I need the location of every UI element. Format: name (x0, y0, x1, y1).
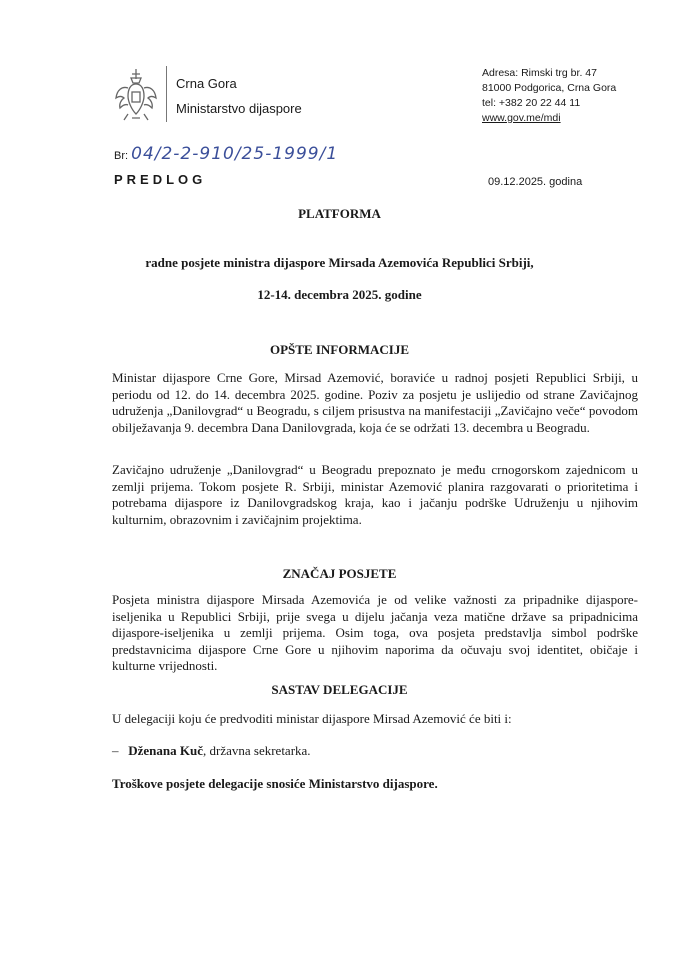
general-paragraph-2: Zavičajno udruženje „Danilovgrad“ u Beogradu prepoznato je među crnogorskom zajednicom u zemlji prijema. Tokom posjete R. Srbiji, ministar Azemović planira razgovarati o prioritetima i potrebama dijaspore iz Danilovgradskog kraja, kao i jačanju podrške Udruženju u njihovim kulturnim, obrazovnim i zavičajnim projektima. (112, 462, 638, 527)
address-line1: Adresa: Rimski trg br. 47 (482, 67, 597, 79)
predlog-label: PREDLOG (114, 172, 207, 187)
document-dates: 12-14. decembra 2025. godine (257, 287, 422, 302)
costs-bold: Ministarstvo dijaspore. (308, 776, 438, 791)
costs-statement (112, 776, 638, 793)
ref-number-handwritten: 04/2-2-910/25-1999/1 (131, 144, 339, 164)
website-link[interactable]: www.gov.me/mdi (482, 112, 561, 124)
member-name: Dženana Kuč (128, 743, 203, 758)
coat-of-arms-logo (114, 66, 158, 124)
address-line2: 81000 Podgorica, Crna Gora (482, 82, 617, 94)
ref-label: Br: (114, 150, 129, 162)
bullet-dash: – (112, 743, 129, 758)
reference-number (114, 144, 338, 164)
delegation-member (112, 743, 311, 759)
phone: tel: +382 20 22 44 11 (482, 97, 581, 109)
member-role: , državna sekretarka. (203, 743, 311, 758)
document-title: PLATFORMA (298, 206, 381, 221)
significance-paragraph: Posjeta ministra dijaspore Mirsada Azemovića je od velike važnosti za pripadnike dijaspore-iseljenika u Republici Srbiji, prije svega u dijelu jačanja veza matične države sa pripadnicima dijaspore-iseljenika u zemlji prijema. Osim toga, ova posjeta predstavlja simbol podrške predstavnicima dijaspore Crne Gore u njihovim naporima da očuvaju svoj identitet, običaje i kulturne vrijednosti. (112, 592, 638, 674)
document-date: 09.12.2025. godina (488, 176, 583, 188)
address-block (482, 66, 616, 126)
header-divider (166, 66, 167, 122)
delegation-heading: SASTAV DELEGACIJE (271, 682, 408, 697)
general-heading: OPŠTE INFORMACIJE (269, 342, 410, 357)
significance-heading: ZNAČAJ POSJETE (282, 566, 397, 581)
org-ministry: Ministarstvo dijaspore (176, 101, 302, 116)
general-paragraph-1: Ministar dijaspore Crne Gore, Mirsad Azemović, boraviće u radnoj posjeti Republici Srbiji, u periodu od 12. do 14. decembra 2025. godine. Poziv za posjetu je uslijedio od strane Zavičajnog udruženja „Danilovgrad“ u Beogradu, s ciljem prisustva na manifestaciji „Zavičajno veče“ povodom obilježavanja 9. decembra Dana Danilovgrada, koja će se održati 13. decembra u Beogradu. (112, 370, 638, 435)
org-country: Crna Gora (176, 76, 237, 91)
costs-prefix: Troškove posjete delegacije snosiće (112, 776, 309, 791)
delegation-intro: U delegaciji koju će predvoditi ministar dijaspore Mirsad Azemović će biti i: (112, 711, 512, 726)
document-subtitle: radne posjete ministra dijaspore Mirsada Azemovića Republici Srbiji, (145, 255, 534, 270)
